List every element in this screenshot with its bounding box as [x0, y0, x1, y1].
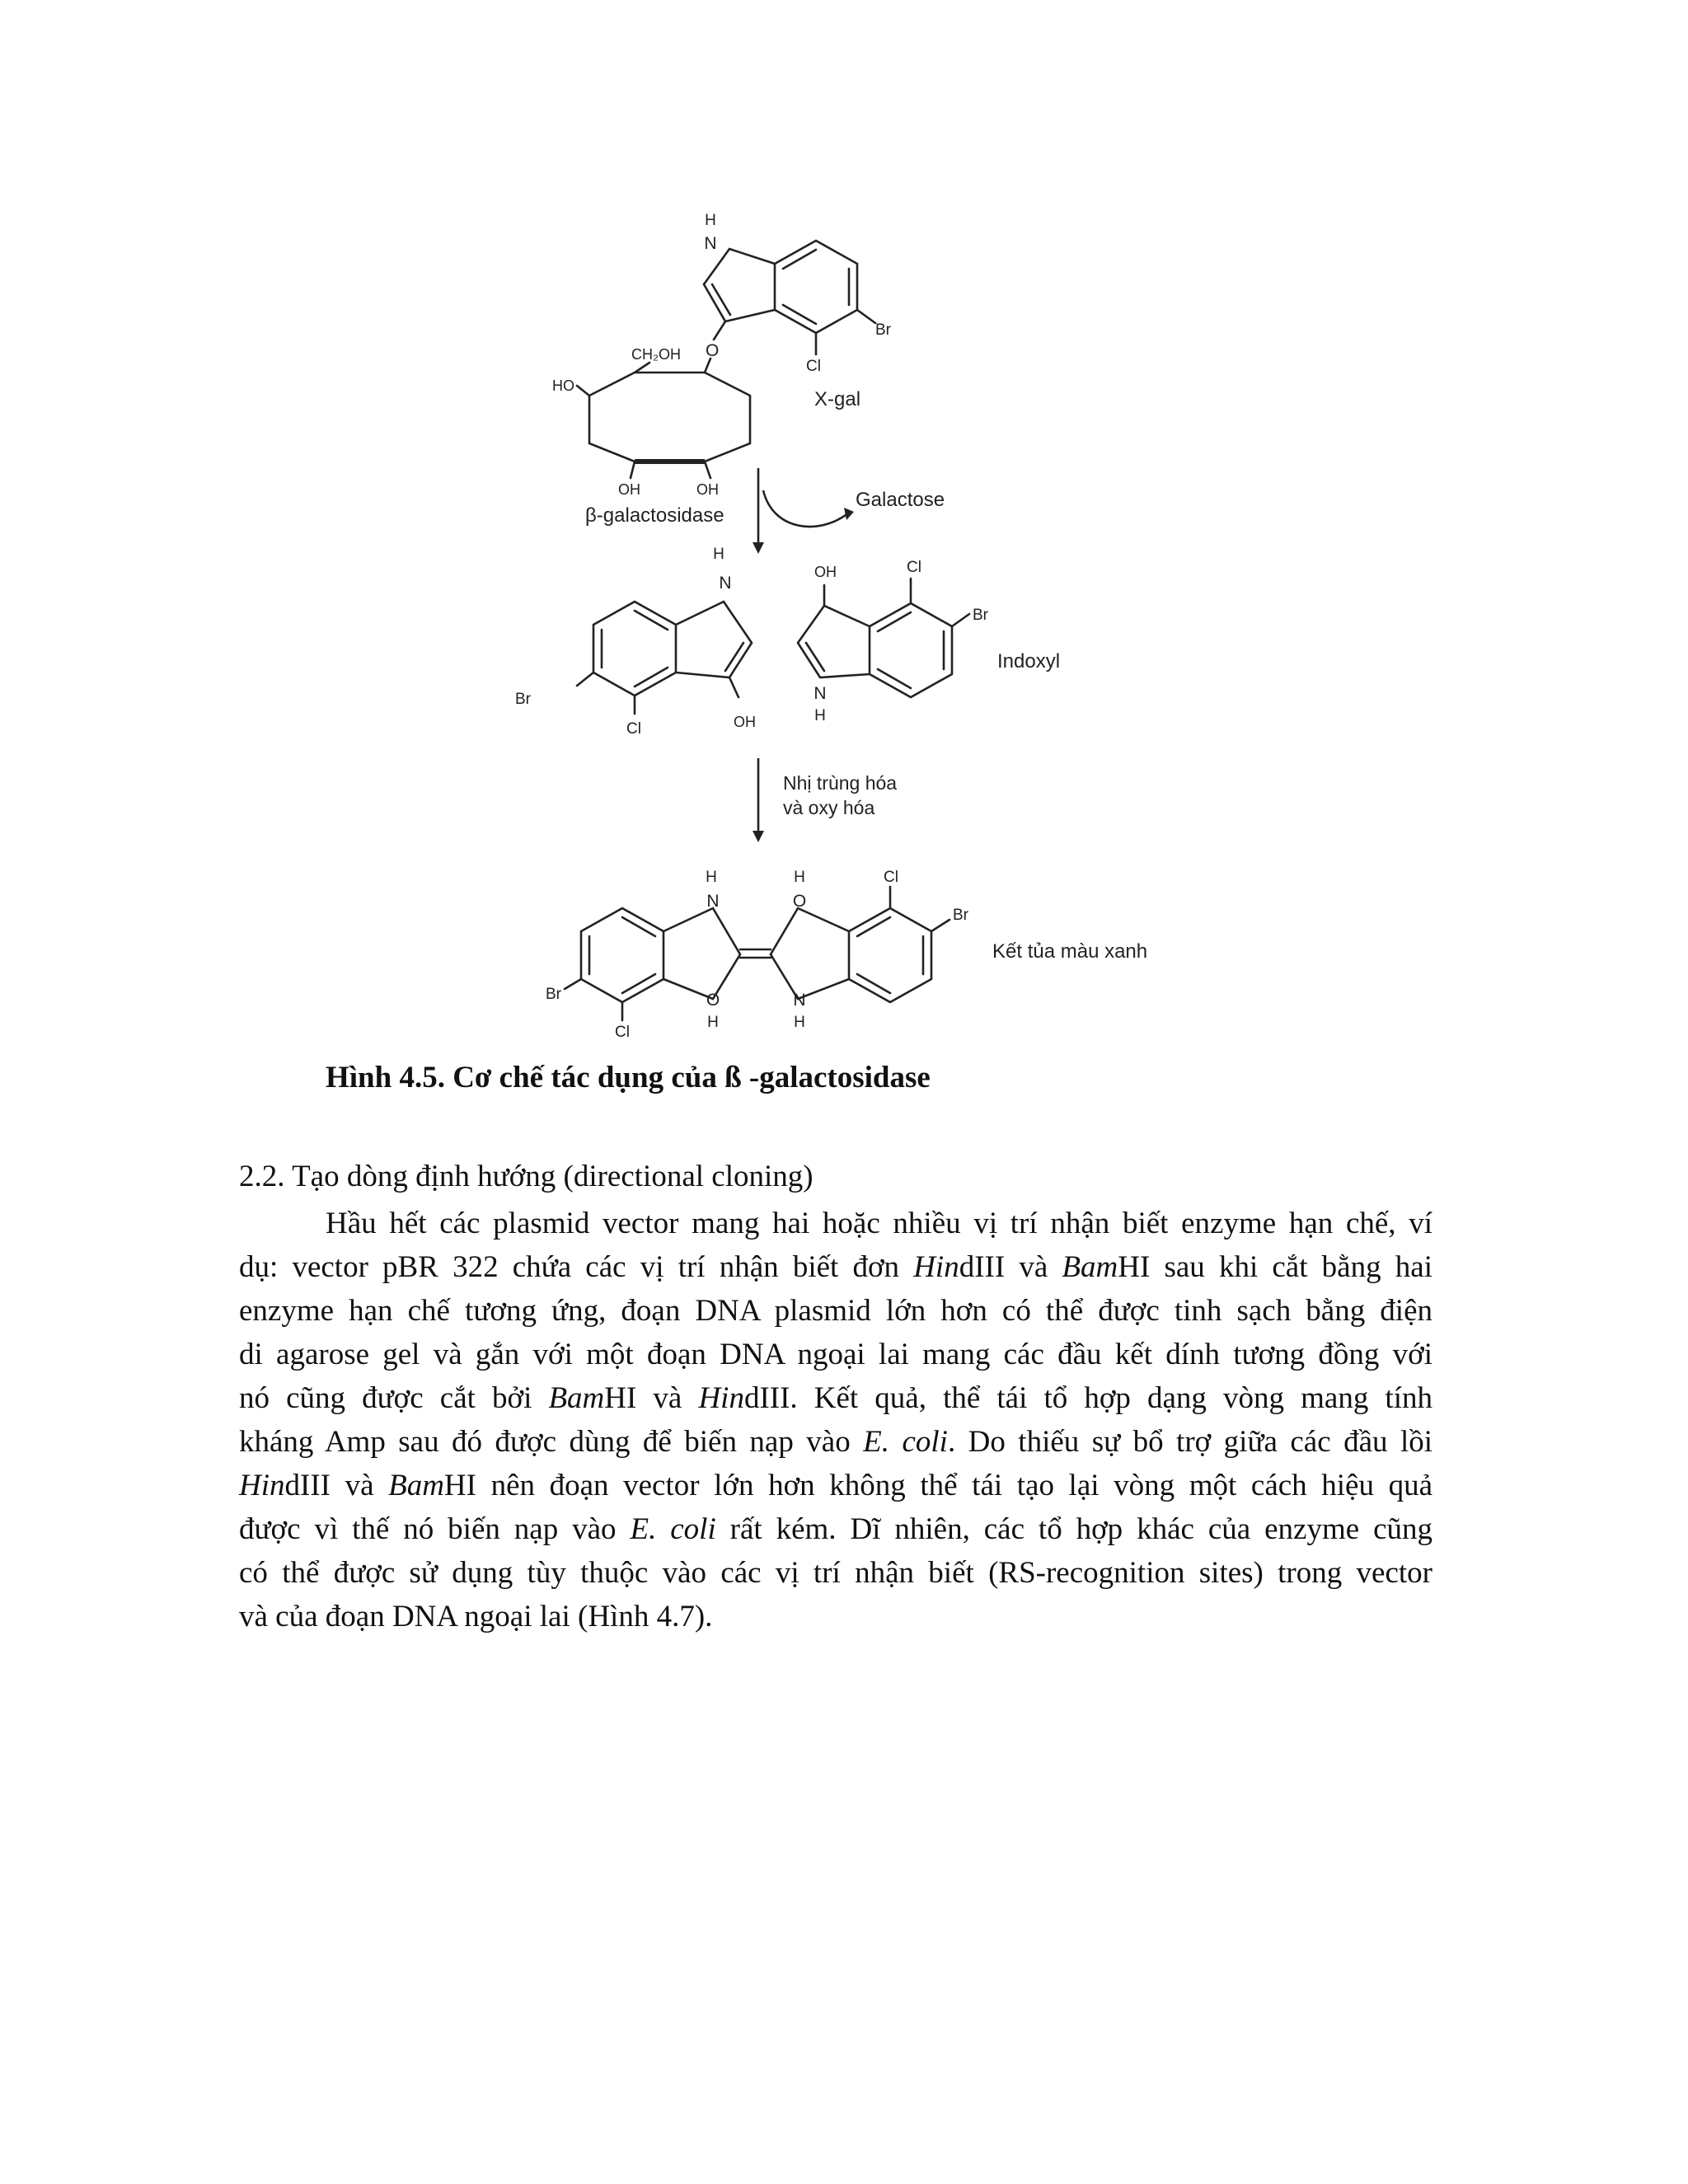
text-run: dIII và [959, 1250, 1062, 1284]
paragraph-line [239, 1376, 1432, 1420]
xgal-reaction-diagram [495, 198, 1236, 1055]
reaction-figure [495, 198, 1236, 1055]
text-run: dIII và [284, 1469, 389, 1502]
label-o-link: O [706, 341, 720, 360]
text-run: Hầu hết các plasmid vector mang hai hoặc nhiều vị trí nhận biết enzyme hạn chế, ví [326, 1207, 1432, 1240]
body-paragraph [239, 1202, 1432, 1638]
paragraph-line [239, 1507, 1432, 1551]
label-step2-line2: và oxy hóa [783, 797, 875, 818]
text-run: dụ: vector pBR 322 chứa các vị trí nhận biết đơn [239, 1250, 914, 1284]
text-run: rất kém. Dĩ nhiên, các tổ hợp khác của enzyme cũng [715, 1512, 1432, 1546]
label-h-b3: H [794, 869, 805, 886]
step1-arrow [753, 468, 854, 554]
text-run: dIII. Kết quả, thể tái tổ hợp dạng vòng mang tính [743, 1381, 1432, 1415]
label-br-mid1: Br [515, 691, 531, 708]
italic-run: Hin [698, 1381, 744, 1415]
label-br-b1: Br [953, 907, 968, 924]
text-run: HI sau khi cắt bằng hai [1118, 1250, 1432, 1284]
indoxyl-left [577, 602, 752, 714]
label-cl-mid2: Cl [907, 559, 921, 576]
label-h-mid2: H [814, 707, 826, 724]
label-n-b2: N [793, 991, 806, 1010]
label-h-b4: H [794, 1014, 805, 1031]
italic-run: Hin [913, 1250, 959, 1284]
label-cl-b2: Cl [615, 1024, 630, 1041]
label-cl-mid1: Cl [626, 720, 641, 738]
label-h-b1: H [706, 869, 717, 886]
text-run: HI và [604, 1381, 699, 1415]
text-run: và của đoạn DNA ngoại lai (Hình 4.7). [239, 1600, 713, 1633]
italic-run: Bam [1062, 1250, 1118, 1284]
label-cl: Cl [806, 358, 821, 375]
label-oh-mid1: OH [734, 714, 756, 730]
italic-run: Bam [548, 1381, 605, 1415]
label-oh-1: OH [618, 481, 640, 498]
label-h-b2: H [707, 1014, 719, 1031]
label-o-b1: O [706, 991, 720, 1010]
label-xgal: X-gal [814, 388, 861, 410]
section-heading: 2.2. Tạo dòng định hướng (directional cloning) [239, 1160, 814, 1193]
paragraph-line [239, 1202, 1432, 1245]
text-run: kháng Amp sau đó được dùng để biến nạp vào [239, 1425, 864, 1459]
italic-run: Hin [239, 1469, 285, 1502]
xgal-structure [577, 241, 875, 478]
italic-run: E. coli [863, 1425, 948, 1459]
label-indoxyl: Indoxyl [997, 650, 1061, 673]
step2-arrow [753, 758, 764, 842]
paragraph-line [239, 1333, 1432, 1376]
label-step2-line1: Nhị trùng hóa [783, 772, 898, 794]
label-n-mid2: N [814, 684, 827, 703]
label-enzyme: β-galactosidase [585, 504, 724, 527]
label-ho: HO [552, 377, 574, 394]
label-ch2oh: CH₂OH [631, 346, 681, 363]
label-n-b1: N [706, 892, 720, 911]
paragraph-line [239, 1289, 1432, 1333]
product-structure [565, 887, 950, 1020]
text-run: enzyme hạn chế tương ứng, đoạn DNA plasmid lớn hơn có thể được tinh sạch bằng điện [239, 1294, 1432, 1328]
label-br: Br [875, 321, 891, 339]
paragraph-line [239, 1245, 1432, 1289]
label-galactose: Galactose [856, 489, 945, 511]
paragraph-line [239, 1595, 1432, 1638]
text-run: di agarose gel và gắn với một đoạn DNA ngoại lai mang các đầu kết dính tương đồng với [239, 1338, 1432, 1371]
label-cl-b1: Cl [884, 869, 898, 886]
indoxyl-right [798, 579, 969, 697]
label-product: Kết tủa màu xanh [992, 940, 1148, 963]
label-oh-mid2: OH [814, 564, 837, 580]
label-h-mid1: H [713, 546, 724, 563]
paragraph-line [239, 1420, 1432, 1464]
label-o-b2: O [792, 892, 807, 911]
italic-run: E. coli [630, 1512, 716, 1546]
figure-caption: Hình 4.5. Cơ chế tác dụng của ß -galactosidase [326, 1061, 931, 1094]
text-run: được vì thế nó biến nạp vào [239, 1512, 631, 1546]
text-run: . Do thiếu sự bổ trợ giữa các đầu lồi [947, 1425, 1433, 1459]
paragraph-line [239, 1551, 1432, 1595]
text-run: có thể được sử dụng tùy thuộc vào các vị trí nhận biết (RS-recognition sites) trong vector [239, 1556, 1432, 1590]
label-oh-2: OH [696, 481, 719, 498]
italic-run: Bam [388, 1469, 444, 1502]
text-run: nó cũng được cắt bởi [239, 1381, 549, 1415]
text-run: HI nên đoạn vector lớn hơn không thể tái tạo lại vòng một cách hiệu quả [443, 1469, 1432, 1502]
label-n-mid1: N [719, 574, 732, 593]
paragraph-line [239, 1464, 1432, 1507]
label-br-b2: Br [546, 986, 561, 1003]
label-n: N [704, 234, 717, 253]
label-br-mid2: Br [973, 607, 988, 624]
label-h: H [705, 212, 716, 229]
